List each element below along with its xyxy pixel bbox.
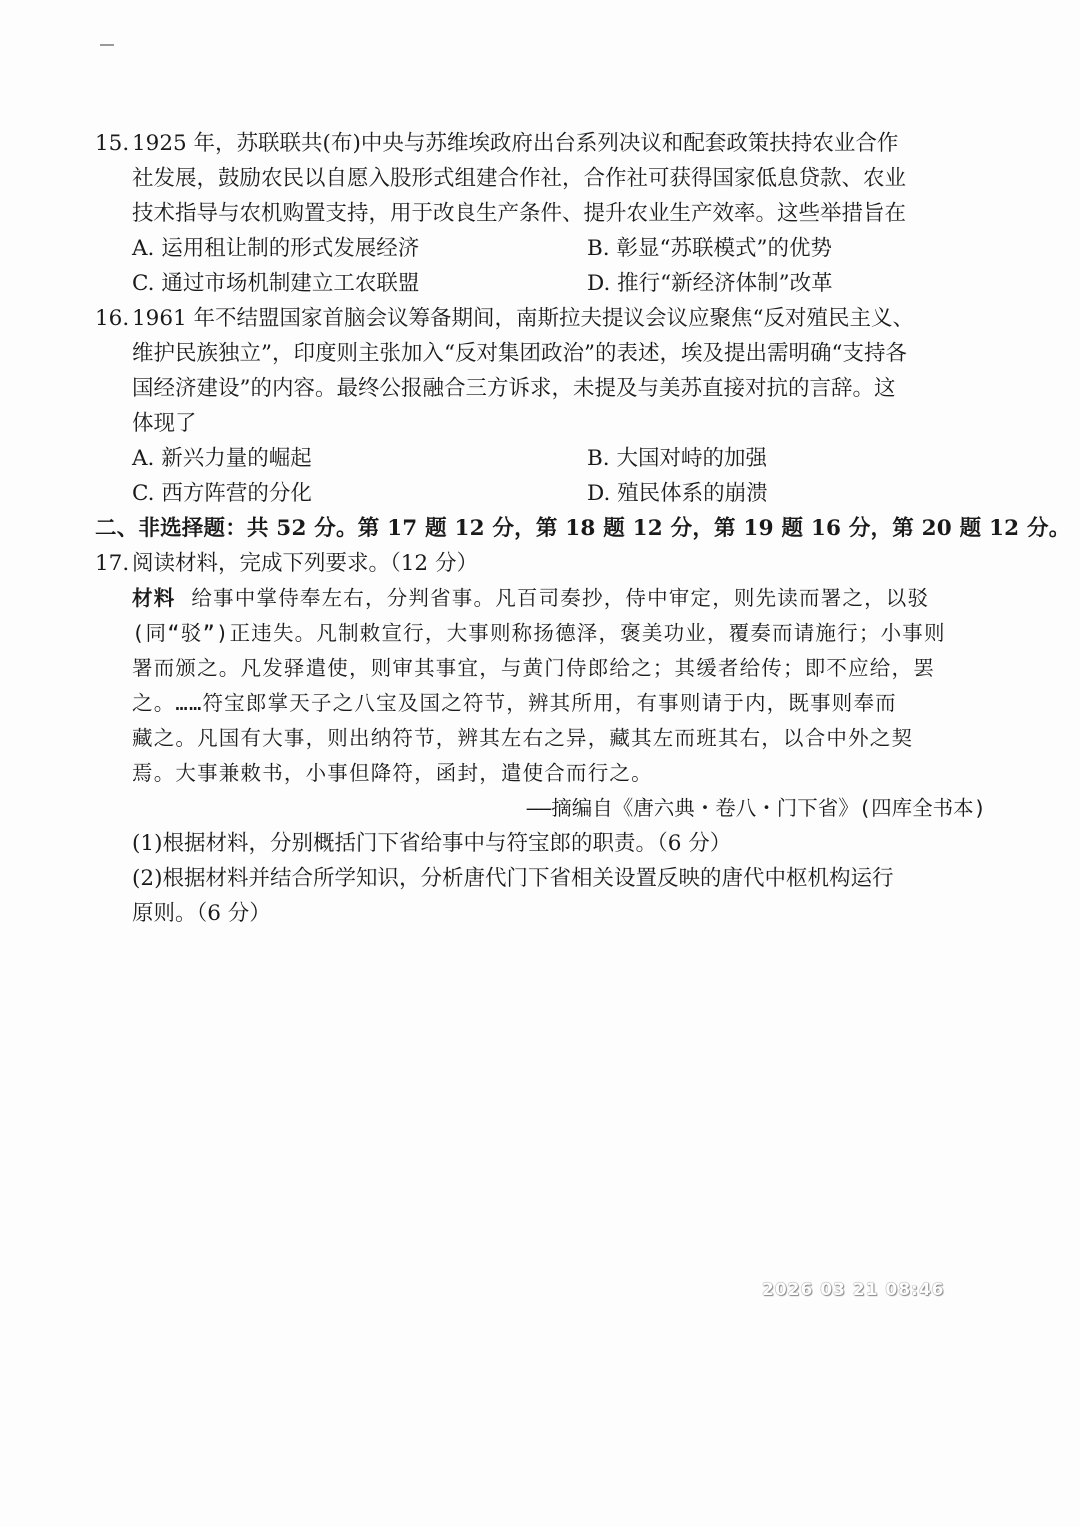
material-line-3: 署而颁之。凡发驿遣使，则审其事宜，与黄门侍郎给之；其缓者给传；即不应给，罢 bbox=[132, 656, 935, 680]
question-17-material bbox=[95, 581, 990, 826]
question-17-prompt-line bbox=[95, 546, 990, 581]
material-line-1 bbox=[132, 581, 990, 616]
question-17 bbox=[95, 546, 990, 931]
scan-mark bbox=[100, 44, 114, 46]
question-17-number: 17. bbox=[95, 551, 130, 576]
question-15-line-2: 社发展，鼓励农民以自愿入股形式组建合作社，合作社可获得国家低息贷款、农业 bbox=[132, 166, 907, 191]
question-16-option-d: D. 殖民体系的崩溃 bbox=[587, 481, 768, 506]
material-source: ——摘编自《唐六典・卷八・门下省》(四库全书本) bbox=[526, 796, 986, 820]
question-15-line-3: 技术指导与农机购置支持，用于改良生产条件、提升农业生产效率。这些举措旨在 bbox=[132, 201, 907, 226]
scan-timestamp: 2026 03 21 08:46 bbox=[762, 1280, 945, 1300]
question-16-number: 16. bbox=[95, 306, 130, 331]
question-15-option-d: D. 推行“新经济体制”改革 bbox=[587, 271, 833, 296]
material-label: 材料 bbox=[132, 586, 176, 610]
question-16-option-c: C. 西方阵营的分化 bbox=[132, 481, 312, 506]
question-16 bbox=[95, 301, 990, 511]
question-15 bbox=[95, 126, 990, 301]
question-15-text-1: 1925 年，苏联联共(布)中央与苏维埃政府出台系列决议和配套政策扶持农业合作 bbox=[132, 131, 899, 156]
question-16-options-row-1 bbox=[95, 441, 990, 476]
question-16-options-row-2 bbox=[95, 476, 990, 511]
exam-content bbox=[95, 126, 1071, 931]
question-16-line-2: 维护民族独立”，印度则主张加入“反对集团政治”的表述，埃及提出需明确“支持各 bbox=[132, 341, 907, 366]
question-16-line-1 bbox=[95, 301, 990, 336]
material-line-6: 焉。大事兼敕书，小事但降符，函封，遣使合而行之。 bbox=[132, 761, 653, 785]
material-text-1: 给事中掌侍奉左右，分判省事。凡百司奏抄，侍中审定，则先读而署之，以驳 bbox=[191, 586, 930, 610]
question-16-line-4: 体现了 bbox=[132, 411, 197, 436]
question-15-option-a: A. 运用租让制的形式发展经济 bbox=[132, 236, 420, 261]
question-16-option-a: A. 新兴力量的崛起 bbox=[132, 446, 312, 471]
question-16-line-3: 国经济建设”的内容。最终公报融合三方诉求，未提及与美苏直接对抗的言辞。这 bbox=[132, 376, 896, 401]
question-16-option-b: B. 大国对峙的加强 bbox=[587, 446, 767, 471]
question-15-option-c: C. 通过市场机制建立工农联盟 bbox=[132, 271, 420, 296]
question-17-prompt: 阅读材料，完成下列要求。（12 分） bbox=[132, 551, 478, 576]
material-line-2: (同“驳”)正违失。凡制敕宣行，大事则称扬德泽，褒美功业，覆奏而请施行；小事则 bbox=[132, 621, 946, 645]
question-17-sub-2-line-2: 原则。（6 分） bbox=[132, 901, 271, 926]
question-15-options-row-2 bbox=[95, 266, 990, 301]
section-2-heading: 二、非选择题：共 52 分。第 17 题 12 分，第 18 题 12 分，第 19 题 16 分，第 20 题 12 分。 bbox=[95, 516, 1071, 541]
question-17-sub-2-line-1: (2)根据材料并结合所学知识，分析唐代门下省相关设置反映的唐代中枢机构运行 bbox=[132, 866, 894, 891]
material-line-4: 之。……符宝郎掌天子之八宝及国之符节，辨其所用，有事则请于内，既事则奉而 bbox=[132, 691, 897, 715]
material-line-5: 藏之。凡国有大事，则出纳符节，辨其左右之异，藏其左而班其右，以合中外之契 bbox=[132, 726, 914, 750]
question-15-options-row-1 bbox=[95, 231, 990, 266]
question-15-number: 15. bbox=[95, 131, 130, 156]
question-15-line-1 bbox=[95, 126, 990, 161]
question-15-option-b: B. 彰显“苏联模式”的优势 bbox=[587, 236, 832, 261]
question-16-text-1: 1961 年不结盟国家首脑会议筹备期间，南斯拉夫提议会议应聚焦“反对殖民主义、 bbox=[132, 306, 915, 331]
question-17-sub-1: (1)根据材料，分别概括门下省给事中与符宝郎的职责。（6 分） bbox=[132, 831, 732, 856]
